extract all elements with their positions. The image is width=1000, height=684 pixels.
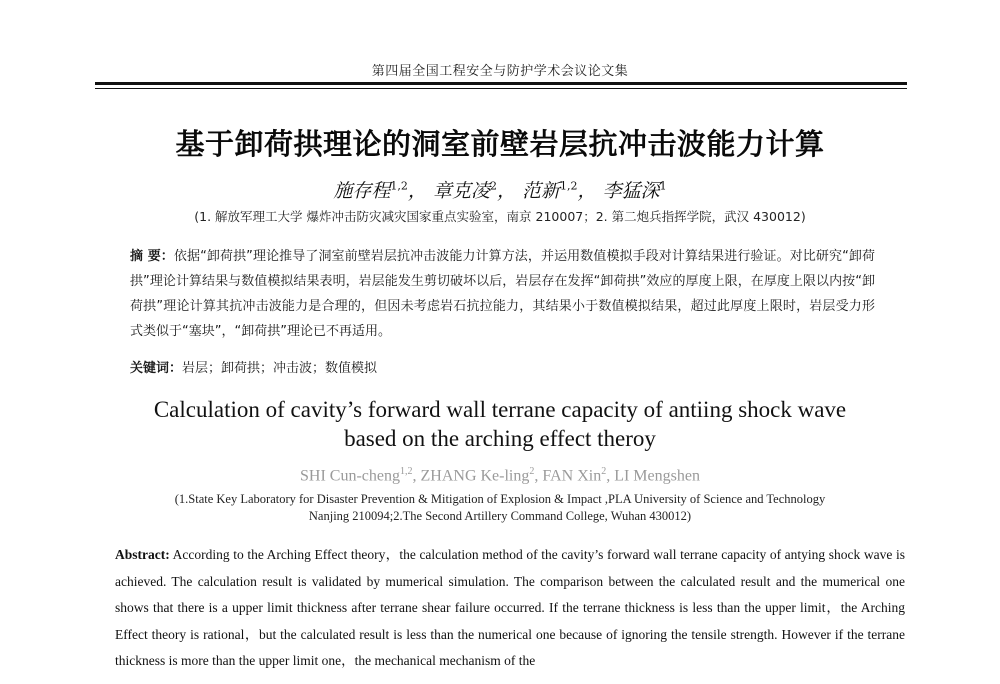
author-cn-2-affil: 2 <box>489 179 497 193</box>
author-separator: , <box>412 467 421 485</box>
author-cn-3: 范新 <box>522 180 561 202</box>
author-en-1: SHI Cun-cheng <box>300 467 400 485</box>
abstract-cn-text: 依据“卸荷拱”理论推导了洞室前壁岩层抗冲击波能力计算方法，并运用数值模拟手段对计算结果进行验证。对比研究“卸荷拱”理论计算结果与数值模拟结果表明，岩层能发生剪切破坏以后，岩层存在发挥“卸荷拱”效应的厚度上限，在厚度上限以内按“卸荷拱”理论计算其抗冲击波能力是合理的，但因未考虑岩石抗拉能力，其结果小于数值模拟结果，超过此厚度上限时，岩层受力形式类似于“塞块”，“卸荷拱”理论已不再适用。 <box>130 249 875 339</box>
authors-english <box>0 466 1000 485</box>
title-en-line-1: Calculation of cavity’s forward wall terrane capacity of antiing shock wave <box>153 397 847 422</box>
author-en-4: LI Mengshen <box>614 467 700 485</box>
affil-en-line-2: Nanjing 210094;2.The Second Artillery Command College, Wuhan 430012) <box>308 509 692 523</box>
affiliation-english <box>95 491 905 525</box>
header-rule-thin <box>95 88 907 89</box>
affiliation-chinese: (1. 解放军理工大学 爆炸冲击防灾减灾国家重点实验室，南京 210007；2. 第二炮兵指挥学院，武汉 430012) <box>194 209 806 224</box>
abstract-cn-label: 摘 要： <box>130 249 174 264</box>
authors-chinese <box>0 176 1000 203</box>
author-separator: ， <box>407 180 427 202</box>
author-separator: , <box>534 467 543 485</box>
keywords-cn-label: 关键词： <box>130 361 183 376</box>
author-cn-1-affil: 1,2 <box>390 179 408 193</box>
affil-en-line-1: (1.State Key Laboratory for Disaster Prevention & Mitigation of Explosion & Impact ,PLA University of Science and Technology <box>174 492 826 506</box>
author-cn-1: 施存程 <box>333 180 391 202</box>
author-cn-3-affil: 1,2 <box>560 179 578 193</box>
author-en-2: ZHANG Ke-ling <box>420 467 530 485</box>
author-separator: ， <box>577 180 597 202</box>
keywords-cn-text: 岩层；卸荷拱；冲击波；数值模拟 <box>182 361 378 376</box>
keywords-chinese <box>130 357 875 376</box>
author-separator: , <box>606 467 615 485</box>
author-en-1-affil: 1,2 <box>400 466 413 477</box>
author-cn-2: 章克凌 <box>432 180 490 202</box>
abstract-chinese <box>130 244 875 344</box>
author-en-3-affil: 2 <box>601 466 607 477</box>
abstract-english <box>115 542 905 675</box>
abstract-en-label: Abstract: <box>115 547 170 562</box>
abstract-en-text: According to the Arching Effect theory，the calculation method of the cavity’s forward wall terrane capacity of antying shock wave is achieved. The calculation result is validated by mumerical simulation. The comparison between the calculated result and the mumerical one shows that there is a upper limit thickness after terrane shear failure occurred. If the terrane thickness is less than the upper limit，the Arching Effect theory is rational，but the calculated result is less than the numerical one because of ignoring the tensile strength. However if the terrane thickness is more than the upper limit one，the mechanical mechanism of the <box>115 547 905 668</box>
title-en-line-2: based on the arching effect theroy <box>344 426 656 451</box>
author-cn-4-affil: 1 <box>659 179 667 193</box>
header-rule-thick <box>95 82 907 85</box>
running-header: 第四届全国工程安全与防护学术会议论文集 <box>371 64 629 79</box>
author-en-2-affil: 2 <box>529 466 535 477</box>
author-cn-4: 李猛深 <box>602 180 660 202</box>
author-separator: ， <box>496 180 516 202</box>
title-english <box>60 395 940 453</box>
title-chinese: 基于卸荷拱理论的洞室前壁岩层抗冲击波能力计算 <box>175 127 825 161</box>
author-en-3: FAN Xin <box>542 467 602 485</box>
